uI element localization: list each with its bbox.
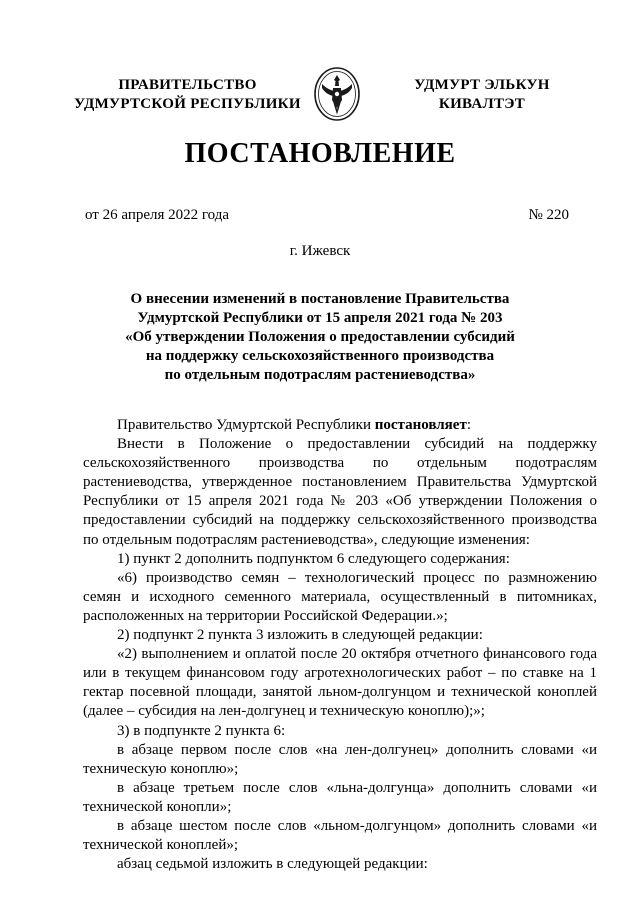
intro-prefix: Правительство Удмуртской Республики <box>117 417 375 433</box>
paragraph-item-2: 2) подпункт 2 пункта 3 изложить в следующей редакции: <box>117 627 483 644</box>
intro-suffix: : <box>466 417 471 433</box>
date-number-line <box>85 207 569 224</box>
issuer-name-russian <box>70 76 305 114</box>
paragraph-item-2-text: «2) выполнением и оплатой после 20 октября отчетного финансового года или в текущем финансовом году агротехнологических работ – по ставке на 1 гектар посевной площади, занятой льном-долгунцом и технической коноплей (далее – субсидия на лен-долгунец и техническую коноплю);»; <box>83 646 597 720</box>
document-body <box>83 416 597 874</box>
paragraph-item-3-c: в абзаце шестом после слов «льном-долгунцом» дополнить словами «и технической коноплей»; <box>83 817 597 854</box>
subject-line-5: по отдельным подотраслям растениеводства» <box>164 367 476 383</box>
document-number: № 220 <box>528 207 569 223</box>
issuer-udmurt-line-2: КИВАЛТЭТ <box>438 96 526 112</box>
paragraph-amend: Внести в Положение о предоставлении субсидий на поддержку сельскохозяйственного производства по отдельным подотраслям растениеводства, утвержденное постановлением Правительства Удмуртской Республики от 15 апреля 2021 года № 203 «Об утверждении Положения о предоставлении субсидий на поддержку сельскохозяйственного производства по отдельным подотраслям растениеводства», следующие изменения: <box>83 436 597 548</box>
subject-line-3: «Об утверждении Положения о предоставлении субсидий <box>125 329 515 345</box>
intro-paragraph <box>83 416 597 435</box>
subject-line-2: Удмуртской Республики от 15 апреля 2021 года № 203 <box>137 310 503 326</box>
paragraph-item-1-text: «6) производство семян – технологический процесс по размножению семян и исходного семенного материала, осуществленный в питомниках, расположенных на территории Российской Федерации.»; <box>83 569 597 624</box>
paragraph-item-3-d: абзац седьмой изложить в следующей редакции: <box>117 856 428 873</box>
intro-resolves: постановляет <box>374 417 467 433</box>
issuer-udmurt-line-1: УДМУРТ ЭЛЬКУН <box>414 77 550 93</box>
issuer-line-2: УДМУРТСКОЙ РЕСПУБЛИКИ <box>74 96 301 112</box>
document-subject <box>0 290 640 385</box>
document-title: ПОСТАНОВЛЕНИЕ <box>184 138 456 169</box>
issuer-name-udmurt <box>392 76 572 114</box>
paragraph-item-1: 1) пункт 2 дополнить подпунктом 6 следующего содержания: <box>117 550 510 567</box>
paragraph-item-3-a: в абзаце первом после слов «на лен-долгунец» дополнить словами «и техническую коноплю»; <box>83 741 597 777</box>
paragraph-item-3: 3) в подпункте 2 пункта 6: <box>117 722 286 739</box>
subject-line-1: О внесении изменений в постановление Правительства <box>130 291 510 307</box>
paragraph-item-3-b: в абзаце третьем после слов «льна-долгунца» дополнить словами «и технической конопли»; <box>83 779 597 815</box>
coat-of-arms-icon <box>313 66 361 122</box>
document-city: г. Ижевск <box>289 243 351 259</box>
document-date: от 26 апреля 2022 года <box>85 207 230 223</box>
issuer-line-1: ПРАВИТЕЛЬСТВО <box>118 77 257 93</box>
subject-line-4: на поддержку сельскохозяйственного производства <box>145 348 495 364</box>
